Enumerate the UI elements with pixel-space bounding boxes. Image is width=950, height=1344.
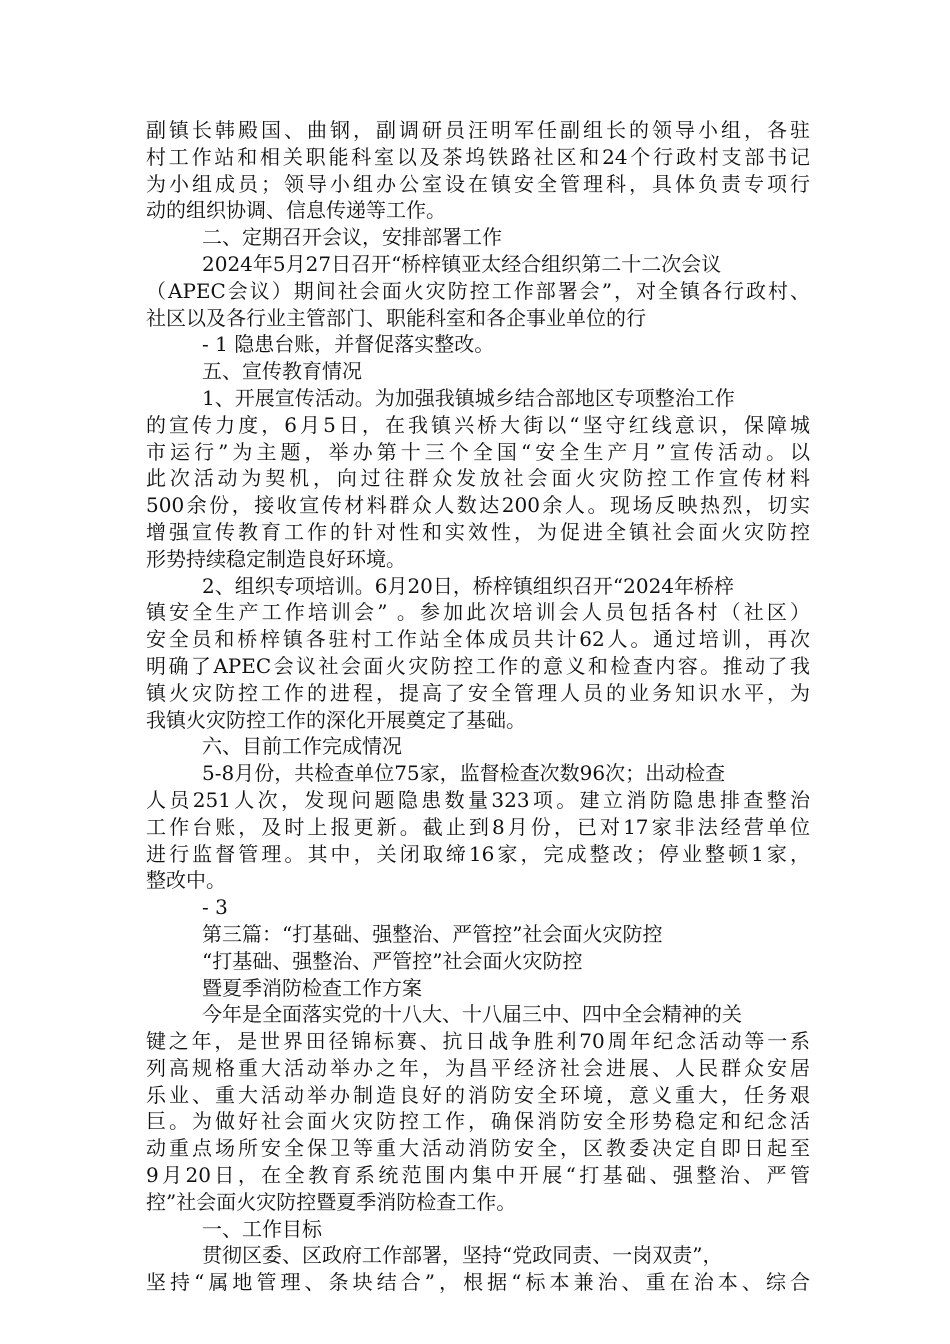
text-line: 巨。为做好社会面火灾防控工作，确保消防安全形势稳定和纪念活 xyxy=(146,1109,810,1134)
text-line: 为小组成员；领导小组办公室设在镇安全管理科，具体负责专项行 xyxy=(146,171,810,196)
text-line: 9月20日，在全教育系统范围内集中开展“打基础、强整治、严管 xyxy=(146,1163,810,1188)
text-line: 安全员和桥梓镇各驻村工作站全体成员共计62人。通过培训，再次 xyxy=(146,627,810,652)
text-line: 镇火灾防控工作的进程，提高了安全管理人员的业务知识水平，为 xyxy=(146,680,810,705)
text-line: 一、工作目标 xyxy=(202,1216,322,1241)
text-line: 二、定期召开会议，安排部署工作 xyxy=(202,225,502,250)
text-line: 六、目前工作完成情况 xyxy=(202,734,402,759)
text-line: 社区以及各行业主管部门、职能科室和各企事业单位的行 xyxy=(146,305,646,330)
document-body xyxy=(146,117,810,1296)
text-line: 控”社会面火灾防控暨夏季消防检查工作。 xyxy=(146,1189,517,1214)
text-line: 贯彻区委、区政府工作部署，坚持“党政同责、一岗双责”， xyxy=(202,1243,723,1268)
text-line: 500余份，接收宣传材料群众人数达200余人。现场反映热烈，切实 xyxy=(146,493,810,518)
text-line: 工作台账，及时上报更新。截止到8月份，已对17家非法经营单位 xyxy=(146,814,810,839)
text-line: 整改中。 xyxy=(146,868,226,893)
text-line: 五、宣传教育情况 xyxy=(202,359,362,384)
text-line: 1、开展宣传活动。为加强我镇城乡结合部地区专项整治工作 xyxy=(202,385,735,410)
text-line: 键之年，是世界田径锦标赛、抗日战争胜利70周年纪念活动等一系 xyxy=(146,1029,810,1054)
text-line: 动重点场所安全保卫等重大活动消防安全，区教委决定自即日起至 xyxy=(146,1136,810,1161)
text-line: - 3 xyxy=(202,895,228,920)
text-line: - 1 隐患台账，并督促落实整改。 xyxy=(202,332,495,357)
text-line: 2024年5月27日召开“桥梓镇亚太经合组织第二十二次会议 xyxy=(202,251,722,276)
text-line: 增强宣传教育工作的针对性和实效性，为促进全镇社会面火灾防控 xyxy=(146,519,810,544)
text-line: 镇安全生产工作培训会” 。参加此次培训会人员包括各村（社区） xyxy=(146,600,810,625)
text-line: 村工作站和相关职能科室以及茶坞铁路社区和24个行政村支部书记 xyxy=(146,144,810,169)
text-line: 我镇火灾防控工作的深化开展奠定了基础。 xyxy=(146,707,526,732)
text-line: 形势持续稳定制造良好环境。 xyxy=(146,546,406,571)
text-line: 的宣传力度，6月5日，在我镇兴桥大街以“坚守红线意识，保障城 xyxy=(146,412,810,437)
text-line: 5-8月份，共检查单位75家，监督检查次数96次；出动检查 xyxy=(202,761,726,786)
text-line: （APEC会议）期间社会面火灾防控工作部署会”，对全镇各行政村、 xyxy=(146,278,810,303)
text-line: 暨夏季消防检查工作方案 xyxy=(202,975,422,1000)
text-line: 动的组织协调、信息传递等工作。 xyxy=(146,198,446,223)
text-line: 乐业、重大活动举办制造良好的消防安全环境，意义重大，任务艰 xyxy=(146,1082,810,1107)
text-line: 列高规格重大活动举办之年，为昌平经济社会进展、人民群众安居 xyxy=(146,1055,810,1080)
text-line: 此次活动为契机，向过往群众发放社会面火灾防控工作宣传材料 xyxy=(146,466,810,491)
text-line: 今年是全面落实党的十八大、十八届三中、四中全会精神的关 xyxy=(202,1002,742,1027)
text-line: “打基础、强整治、严管控”社会面火灾防控 xyxy=(202,948,583,973)
text-line: 副镇长韩殿国、曲钢，副调研员汪明军任副组长的领导小组，各驻 xyxy=(146,118,810,142)
text-line: 人员251人次，发现问题隐患数量323项。建立消防隐患排查整治 xyxy=(146,787,810,812)
text-line: 2、组织专项培训。6月20日，桥梓镇组织召开“2024年桥梓 xyxy=(202,573,735,598)
text-line: 第三篇：“打基础、强整治、严管控”社会面火灾防控 xyxy=(202,921,663,946)
text-line: 坚持“属地管理、条块结合”，根据“标本兼治、重在治本、综合 xyxy=(146,1270,810,1295)
text-line: 进行监督管理。其中，关闭取缔16家，完成整改；停业整顿1家， xyxy=(146,841,810,866)
text-line: 明确了APEC会议社会面火灾防控工作的意义和检查内容。推动了我 xyxy=(146,653,810,678)
text-line: 市运行”为主题，举办第十三个全国“安全生产月”宣传活动。以 xyxy=(146,439,810,464)
